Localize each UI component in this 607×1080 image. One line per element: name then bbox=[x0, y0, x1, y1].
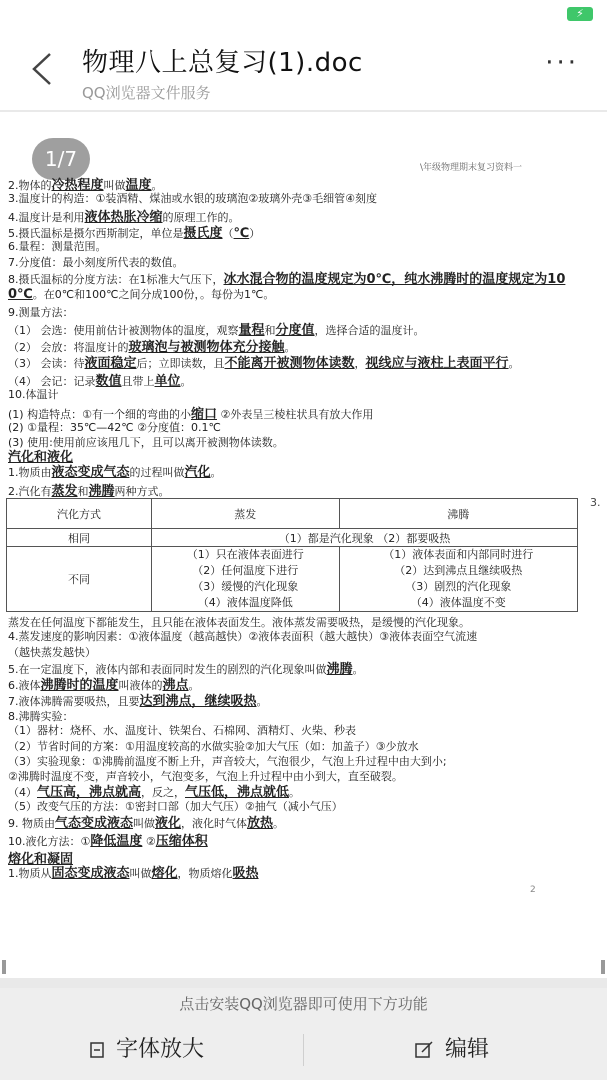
body-text: （5）改变气压的方法：①密封口部（加大气压）②抽气（减小气压） bbox=[8, 800, 343, 813]
doc-line bbox=[8, 461, 222, 480]
table-cell-line: （1）液体表面和内部同时进行 bbox=[383, 548, 534, 561]
emphasis-text: 单位 bbox=[154, 374, 181, 389]
body-text: ， bbox=[354, 357, 366, 370]
body-text: ，液化时气体 bbox=[181, 817, 248, 830]
body-text: (1) 构造特点：①有一个细的弯曲的小 bbox=[8, 408, 191, 421]
emphasis-text: 量程 bbox=[238, 323, 265, 338]
emphasis-text: 熔化和凝固 bbox=[8, 852, 74, 867]
body-text: 。 bbox=[284, 341, 296, 354]
emphasis-text: 视线应与液柱上表面平行 bbox=[365, 356, 509, 371]
body-text: 蒸发在任何温度下都能发生，且只能在液体表面发生。液体蒸发需要吸热，是缓慢的汽化现象。 bbox=[8, 616, 470, 629]
emphasis-text: 沸腾 bbox=[326, 662, 353, 677]
body-text: ②沸腾时温度不变，声音较小，气泡变多，气泡上升过程中由小到大，直至破裂。 bbox=[8, 770, 403, 783]
doc-line bbox=[8, 480, 170, 499]
body-text: 1.物质由 bbox=[8, 466, 52, 479]
emphasis-text: 缩口 bbox=[190, 407, 217, 422]
table-cell-line: （3）缓慢的汽化现象 bbox=[192, 580, 299, 593]
body-text: 4.温度计是利用 bbox=[8, 211, 85, 224]
doc-line bbox=[8, 304, 74, 320]
emphasis-text: 温度 bbox=[125, 178, 152, 193]
body-text: ，选择合适的温度计。 bbox=[314, 324, 425, 337]
table-row-label: 相同 bbox=[7, 529, 152, 547]
table-cell: （1）都是汽化现象 （2）都要吸热 bbox=[152, 529, 578, 547]
font-enlarge-label: 字体放大 bbox=[116, 1037, 205, 1062]
emphasis-text: ℃ bbox=[233, 226, 250, 241]
body-text: ②外表呈三棱柱状具有放大作用 bbox=[216, 408, 374, 421]
vaporization-table bbox=[6, 498, 578, 612]
emphasis-text: 冷热程度 bbox=[51, 178, 104, 193]
table-cell bbox=[152, 547, 340, 612]
doc-line bbox=[8, 628, 477, 644]
emphasis-text: 不能离开被测物体读数 bbox=[224, 356, 355, 371]
emphasis-text: 摄氏度 bbox=[183, 226, 223, 241]
body-text: 的原理工作的。 bbox=[162, 211, 240, 224]
body-text: 9. 物质由 bbox=[8, 817, 55, 830]
table-header: 沸腾 bbox=[339, 499, 577, 529]
body-text: (3) 使用:使用前应该甩几下，且可以离开被测物体读数。 bbox=[8, 436, 284, 449]
emphasis-text: 液体热胀冷缩 bbox=[84, 210, 163, 225]
body-text: 两种方式。 bbox=[114, 485, 170, 498]
document-header-text: \年级物理期末复习资料一 bbox=[420, 163, 523, 173]
emphasis-text: 分度值 bbox=[275, 323, 315, 338]
scroll-edge-right bbox=[601, 960, 605, 974]
doc-line bbox=[8, 352, 520, 371]
body-text: ） bbox=[249, 227, 261, 240]
emphasis-text: 沸腾 bbox=[88, 484, 115, 499]
body-text: 后；立即读数，且 bbox=[136, 357, 225, 370]
body-text: ② bbox=[142, 835, 156, 848]
scroll-edge-left bbox=[2, 960, 6, 974]
edit-button[interactable] bbox=[415, 1020, 489, 1080]
doc-line bbox=[8, 830, 208, 849]
table-cell-line: （4）液体温度不变 bbox=[410, 596, 506, 609]
body-text: (2) ①量程：35℃—42℃ ②分度值：0.1℃ bbox=[8, 421, 221, 434]
body-text: （3）实验现象：①沸腾前温度不断上升，声音较大，气泡很少，气泡上升过程中由大到小; bbox=[8, 755, 447, 768]
toolbar-divider bbox=[303, 1034, 304, 1066]
body-text: 10.体温计 bbox=[8, 388, 59, 401]
emphasis-text: 液态变成气态 bbox=[51, 465, 130, 480]
emphasis-text: 液化 bbox=[155, 816, 182, 831]
doc-line bbox=[8, 238, 107, 254]
body-text: 。 bbox=[352, 663, 364, 676]
body-text: 5.在一定温度下，液体内部和表面同时发生的剧烈的汽化现象叫做 bbox=[8, 663, 327, 676]
body-text: 6.量程：测量范围。 bbox=[8, 240, 107, 253]
emphasis-text: 冰水混合物的温度规定为0℃，纯水沸腾时的温度规定为10 bbox=[223, 272, 566, 287]
body-text: 的过程叫做 bbox=[129, 466, 185, 479]
body-text: 9.测量方法： bbox=[8, 306, 74, 319]
body-text: ，反之， bbox=[141, 786, 186, 799]
table-cell bbox=[339, 547, 577, 612]
body-text: 。 bbox=[210, 466, 222, 479]
doc-line bbox=[8, 419, 221, 435]
table-cell-line: （2）任何温度下进行 bbox=[192, 564, 299, 577]
emphasis-text: 沸腾时的温度 bbox=[40, 678, 119, 693]
emphasis-text: 放热 bbox=[247, 816, 274, 831]
emphasis-text: 液面稳定 bbox=[84, 356, 137, 371]
body-text: 。 bbox=[151, 179, 163, 192]
table-header: 汽化方式 bbox=[7, 499, 152, 529]
doc-line bbox=[8, 268, 565, 287]
body-text: 叫做 bbox=[103, 179, 126, 192]
body-text: 。 bbox=[508, 357, 520, 370]
table-header: 蒸发 bbox=[152, 499, 340, 529]
body-text: 。在0℃和100℃之间分成100份，。每份为1℃。 bbox=[32, 288, 275, 301]
body-text: 7.分度值：最小刻度所代表的数值。 bbox=[8, 256, 184, 269]
doc-line bbox=[8, 738, 419, 754]
emphasis-text: 达到沸点，继续吸热 bbox=[139, 694, 257, 709]
doc-line bbox=[8, 812, 284, 831]
emphasis-text: 气态变成液态 bbox=[55, 816, 134, 831]
body-text: 。 bbox=[256, 695, 268, 708]
body-text: （2）节省时间的方案：①用温度较高的水做实验②加大气压（如：加盖子）③少放水 bbox=[8, 740, 419, 753]
page-title: 物理八上总复习(1).doc bbox=[82, 48, 363, 78]
emphasis-text: 气压低，沸点就低 bbox=[185, 785, 290, 800]
table-cell-line: （1）只在液体表面进行 bbox=[186, 548, 304, 561]
table-cell-line: （4）液体温度降低 bbox=[197, 596, 293, 609]
bottom-toolbar bbox=[0, 1020, 607, 1080]
status-bar bbox=[0, 0, 607, 28]
body-text: 10.液化方法：① bbox=[8, 835, 91, 848]
body-text: 。 bbox=[289, 786, 301, 799]
emphasis-text: 压缩体积 bbox=[155, 834, 208, 849]
page-number: 2 bbox=[530, 885, 536, 895]
body-text: （越快蒸发越快） bbox=[8, 646, 96, 659]
body-text: 和 bbox=[77, 485, 89, 498]
font-enlarge-button[interactable] bbox=[90, 1020, 204, 1080]
doc-line bbox=[8, 862, 259, 881]
emphasis-text: 沸点 bbox=[162, 678, 189, 693]
emphasis-text: 汽化 bbox=[184, 465, 211, 480]
body-text: 且带上 bbox=[121, 375, 155, 388]
body-text: 叫做 bbox=[129, 867, 152, 880]
install-hint: 点击安装QQ浏览器即可使用下方功能 bbox=[0, 988, 607, 1020]
page-indicator: 1/7 bbox=[32, 138, 90, 180]
body-text: 4.蒸发速度的影响因素：①液体温度（越高越快）②液体表面积（越大越快）③液体表面空气流速 bbox=[8, 630, 478, 643]
emphasis-text: 固态变成液态 bbox=[51, 866, 130, 881]
body-text: 叫做 bbox=[133, 817, 156, 830]
doc-line bbox=[8, 190, 377, 206]
body-text: 6.液体 bbox=[8, 679, 41, 692]
back-arrow-icon[interactable] bbox=[30, 52, 56, 86]
emphasis-text: 气压高，沸点就高 bbox=[37, 785, 142, 800]
body-text: （1）器材：烧杯、水、温度计、铁架台、石棉网、酒精灯、火柴、秒表 bbox=[8, 724, 356, 737]
edit-label: 编辑 bbox=[445, 1037, 490, 1062]
table-row-label: 不同 bbox=[7, 547, 152, 612]
body-text: 2.汽化有 bbox=[8, 485, 52, 498]
more-options-icon[interactable]: ··· bbox=[545, 48, 579, 78]
body-text: 叫液体的 bbox=[118, 679, 163, 692]
body-text: 。 bbox=[180, 375, 192, 388]
doc-line bbox=[8, 722, 356, 738]
body-text: 2.物体的 bbox=[8, 179, 52, 192]
body-text: （1） 会选：使用前估计被测物体的温度，观察 bbox=[8, 324, 239, 337]
body-text: 3.温度计的构造：①装酒精、煤油或水银的玻璃泡②玻璃外壳③毛细管④刻度 bbox=[8, 192, 377, 205]
emphasis-text: 数值 bbox=[95, 374, 122, 389]
body-text: 8.摄氏温标的分度方法：在1标准大气压下， bbox=[8, 273, 224, 286]
emphasis-text: 0℃ bbox=[8, 287, 33, 302]
font-size-icon bbox=[90, 1042, 104, 1058]
emphasis-text: 汽化和液化 bbox=[8, 450, 74, 465]
body-text: 。 bbox=[273, 817, 285, 830]
emphasis-text: 吸热 bbox=[232, 866, 259, 881]
emphasis-text: 降低温度 bbox=[90, 834, 143, 849]
body-text: （4） bbox=[8, 786, 37, 799]
emphasis-text: 玻璃泡与被测物体充分接触 bbox=[128, 340, 285, 355]
edit-icon bbox=[415, 1041, 433, 1059]
body-text: （ bbox=[222, 227, 234, 240]
battery-icon: ⚡ bbox=[567, 7, 593, 21]
table-cell-line: （2）达到沸点且继续吸热 bbox=[394, 564, 523, 577]
body-text: ，物质熔化 bbox=[177, 867, 233, 880]
doc-line bbox=[8, 690, 268, 709]
body-text: （2） 会放：将温度计的 bbox=[8, 341, 129, 354]
body-text: 8.沸腾实验： bbox=[8, 710, 74, 723]
body-text: 7.液体沸腾需要吸热，且要 bbox=[8, 695, 140, 708]
body-text: 1.物质从 bbox=[8, 867, 52, 880]
body-text: 。 bbox=[188, 679, 200, 692]
table-cell-line: （3）剧烈的汽化现象 bbox=[405, 580, 512, 593]
app-header bbox=[0, 28, 607, 110]
doc-line bbox=[8, 753, 447, 769]
emphasis-text: 熔化 bbox=[151, 866, 178, 881]
emphasis-text: 蒸发 bbox=[51, 484, 78, 499]
side-number: 3. bbox=[590, 496, 601, 509]
page-subtitle: QQ浏览器文件服务 bbox=[82, 84, 211, 102]
doc-line bbox=[8, 386, 59, 402]
body-text: （3） 会读：待 bbox=[8, 357, 85, 370]
doc-line bbox=[8, 286, 274, 302]
body-text: （4） 会记：记录 bbox=[8, 375, 96, 388]
body-text: 和 bbox=[264, 324, 276, 337]
body-text: 5.摄氏温标是摄尔西斯制定，单位是 bbox=[8, 227, 184, 240]
